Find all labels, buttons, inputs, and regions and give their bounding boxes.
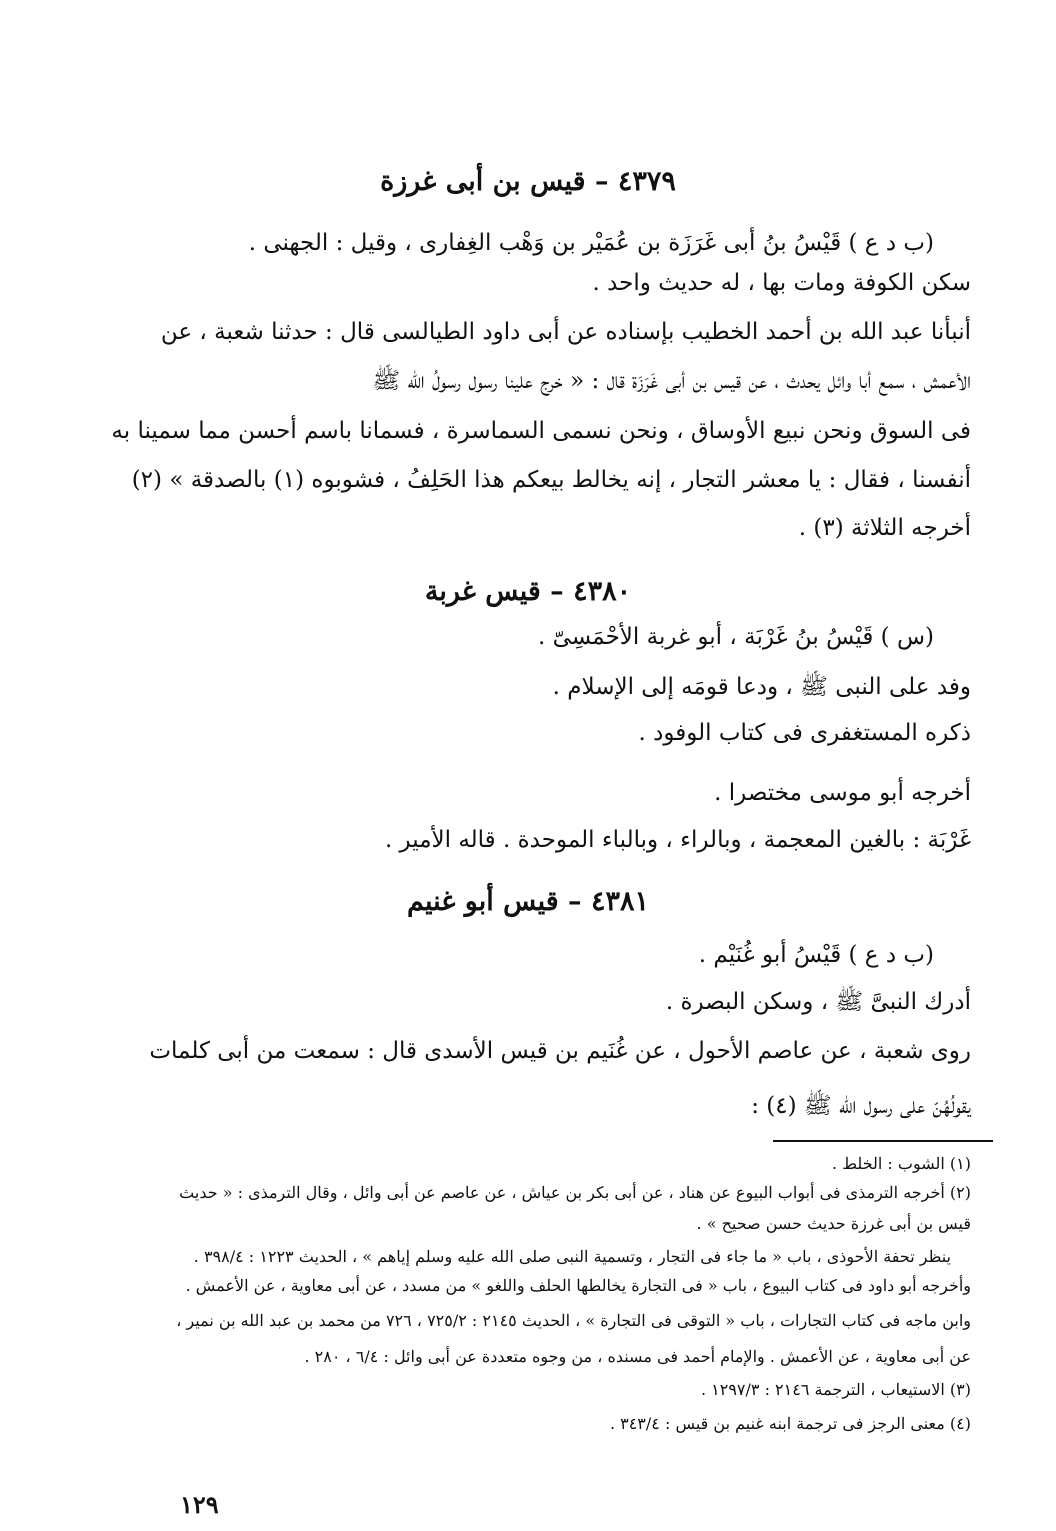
entry-title: ٤٣٨٠ – قيس غربة — [424, 576, 632, 607]
entry-line: الأعمش ، سمع أبا وائل يحدث ، عن قيس بن أبى غَرَزَة قال : « خرج علينا رسول رسولُ الله ﷺ — [372, 368, 971, 394]
footnote-line: وأخرجه أبو داود فى كتاب البيوع ، باب « فى التجارة يخالطها الحلف واللغو » من مسدد ، عن أبى معاوية ، عن الأعمش . — [185, 1276, 971, 1295]
entry-line: أخرجه أبو موسى مختصرا . — [714, 780, 971, 806]
entry-line: (ب د ع ) قَيْسُ أبو غُنَيْم . — [698, 942, 934, 968]
footnote-line: (٤) معنى الرجز فى ترجمة ابنه غنيم بن قيس : ٣٤٣/٤ . — [609, 1414, 971, 1433]
page-number: ١٢٩ — [180, 1490, 219, 1519]
entry-line: غَرْبَة : بالغين المعجمة ، وبالراء ، وبالباء الموحدة . قاله الأمير . — [384, 827, 971, 853]
entry-line: فى السوق ونحن نبيع الأوساق ، ونحن نسمى السماسرة ، فسمانا باسم أحسن مما سمينا به — [111, 418, 971, 444]
footnote-rule — [773, 1140, 993, 1142]
entry-line: (س ) قَيْسُ بنُ غَرْبَة ، أبو غربة الأحْمَسِىّ . — [537, 624, 934, 650]
entry-line: أنفسنا ، فقال : يا معشر التجار ، إنه يخالط بيعكم هذا الحَلِفُ ، فشوبوه (١) بالصدقة » (٢) — [131, 467, 971, 493]
footnote-line: (٣) الاستيعاب ، الترجمة ٢١٤٦ : ١٢٩٧/٣ . — [700, 1380, 971, 1399]
entry-line: روى شعبة ، عن عاصم الأحول ، عن غُنَيم بن قيس الأسدى قال : سمعت من أبى كلمات — [149, 1038, 971, 1064]
entry-line: أدرك النبىَّ ﷺ ، وسكن البصرة . — [665, 989, 971, 1015]
footnote-line: قيس بن أبى غرزة حديث حسن صحيح » . — [696, 1214, 971, 1233]
entry-title: ٤٣٧٩ – قيس بن أبى غرزة — [380, 166, 676, 197]
footnote-line: ينظر تحفة الأحوذى ، باب « ما جاء فى التجار ، وتسمية النبى صلى الله عليه وسلم إياهم » ، الحديث ١٢٢٣ : ٣٩٨/٤ . — [193, 1247, 951, 1266]
entry-line: وفد على النبى ﷺ ، ودعا قومَه إلى الإسلام . — [552, 674, 971, 700]
entry-title: ٤٣٨١ – قيس أبو غنيم — [407, 886, 649, 917]
entry-line: أنبأنا عبد الله بن أحمد الخطيب بإسناده عن أبى داود الطيالسى قال : حدثنا شعبة ، عن — [160, 319, 971, 345]
footnote-line: (٢) أخرجه الترمذى فى أبواب البيوع عن هناد ، عن أبى بكر بن عياش ، عن عاصم عن أبى وائل ، وقال الترمذى : « حديث — [179, 1183, 971, 1202]
entry-line: ذكره المستغفرى فى كتاب الوفود . — [638, 720, 971, 746]
footnote-line: عن أبى معاوية ، عن الأعمش . والإمام أحمد فى مسنده ، من وجوه متعددة عن أبى وائل : ٦/٤ ، ٢٨٠ . — [304, 1347, 971, 1366]
entry-line: أخرجه الثلاثة (٣) . — [798, 515, 971, 541]
footnote-line: وابن ماجه فى كتاب التجارات ، باب « التوقى فى التجارة » ، الحديث ٢١٤٥ : ٧٢٥/٢ ، ٧٢٦ من محمد بن عبد الله بن نمير ، — [176, 1311, 971, 1330]
entry-line: يقولُهُنّ على رسول الله ﷺ (٤) : — [751, 1093, 971, 1119]
footnote-line: (١) الشوب : الخلط . — [832, 1154, 971, 1173]
entry-line: سكن الكوفة ومات بها ، له حديث واحد . — [592, 270, 971, 296]
entry-line: (ب د ع ) قَيْسُ بنُ أبى غَرَزَة بن عُمَيْر بن وَهْب الغِفارى ، وقيل : الجهنى . — [248, 230, 934, 256]
